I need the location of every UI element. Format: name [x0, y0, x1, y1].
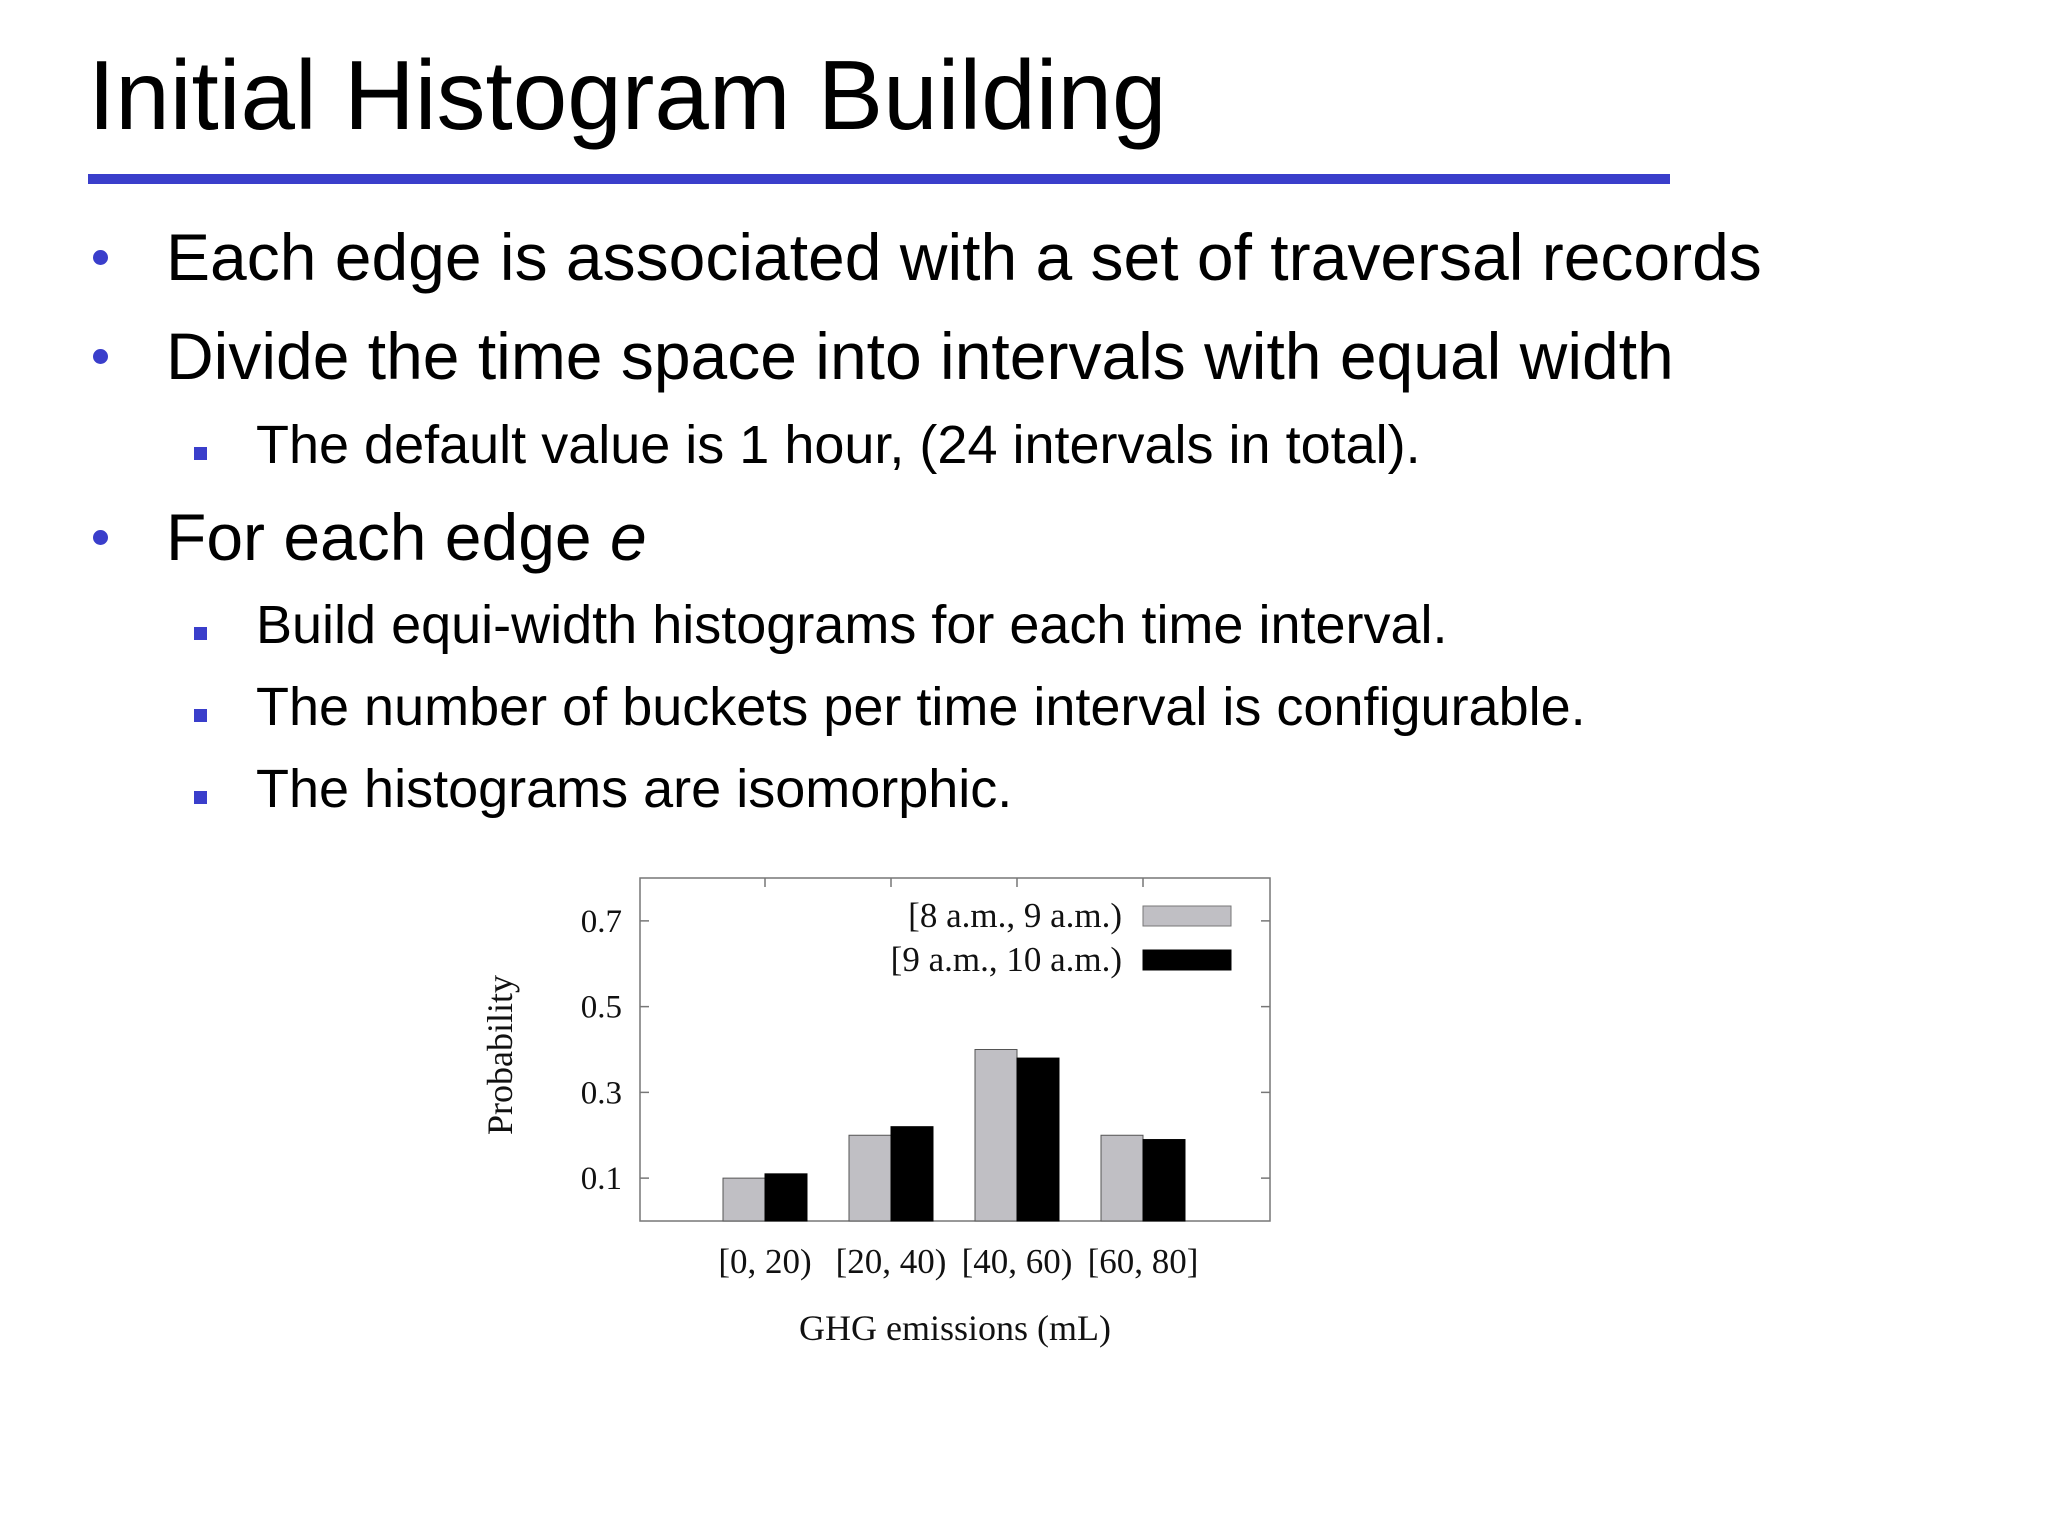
y-tick-label: 0.5	[580, 989, 622, 1026]
bar-series2	[765, 1174, 807, 1221]
x-tick-label: [40, 60)	[961, 1242, 1073, 1281]
edge-variable: e	[609, 500, 647, 574]
bar-series1	[1101, 1135, 1143, 1221]
bar-series1	[849, 1135, 891, 1221]
chart-svg	[460, 870, 1320, 1370]
bullet-dot-icon	[93, 349, 108, 364]
y-tick-label: 0.1	[580, 1161, 622, 1198]
bullet-text: For each edge	[166, 500, 610, 574]
sub-bullet-square-icon	[194, 627, 207, 640]
sub-bullet-item: The histograms are isomorphic.	[256, 759, 1013, 819]
legend-label: [9 a.m., 10 a.m.)	[890, 940, 1122, 979]
x-tick-label: [60, 80]	[1087, 1242, 1199, 1281]
sub-bullet-square-icon	[194, 709, 207, 722]
slide-title: Initial Histogram Building	[88, 40, 1167, 150]
bar-series2	[1143, 1140, 1185, 1221]
sub-bullet-item: The number of buckets per time interval is configurable.	[256, 677, 1586, 737]
legend-swatch	[1143, 950, 1231, 970]
histogram-chart	[460, 870, 1320, 1370]
sub-bullet-square-icon	[194, 791, 207, 804]
bullet-item: Divide the time space into intervals with equal width	[166, 319, 1674, 393]
bar-series1	[723, 1178, 765, 1221]
bullet-dot-icon	[93, 530, 108, 545]
bar-series2	[891, 1127, 933, 1221]
sub-bullet-item: The default value is 1 hour, (24 intervals in total).	[256, 415, 1421, 475]
legend-swatch	[1143, 906, 1231, 926]
bar-series2	[1017, 1058, 1059, 1221]
y-tick-label: 0.3	[580, 1075, 622, 1112]
x-tick-label: [20, 40)	[835, 1242, 947, 1281]
sub-bullet-item: Build equi-width histograms for each time interval.	[256, 595, 1448, 655]
y-tick-label: 0.7	[580, 903, 622, 940]
bar-series1	[975, 1050, 1017, 1222]
sub-bullet-square-icon	[194, 447, 207, 460]
x-tick-label: [0, 20)	[718, 1242, 812, 1281]
legend-label: [8 a.m., 9 a.m.)	[908, 896, 1122, 935]
bullet-item	[166, 497, 647, 577]
bullet-item: Each edge is associated with a set of traversal records	[166, 220, 1762, 294]
x-axis-label: GHG emissions (mL)	[799, 1308, 1111, 1348]
plot-area	[581, 878, 1270, 1281]
y-axis-label: Probability	[480, 975, 520, 1135]
bullet-dot-icon	[93, 250, 108, 265]
